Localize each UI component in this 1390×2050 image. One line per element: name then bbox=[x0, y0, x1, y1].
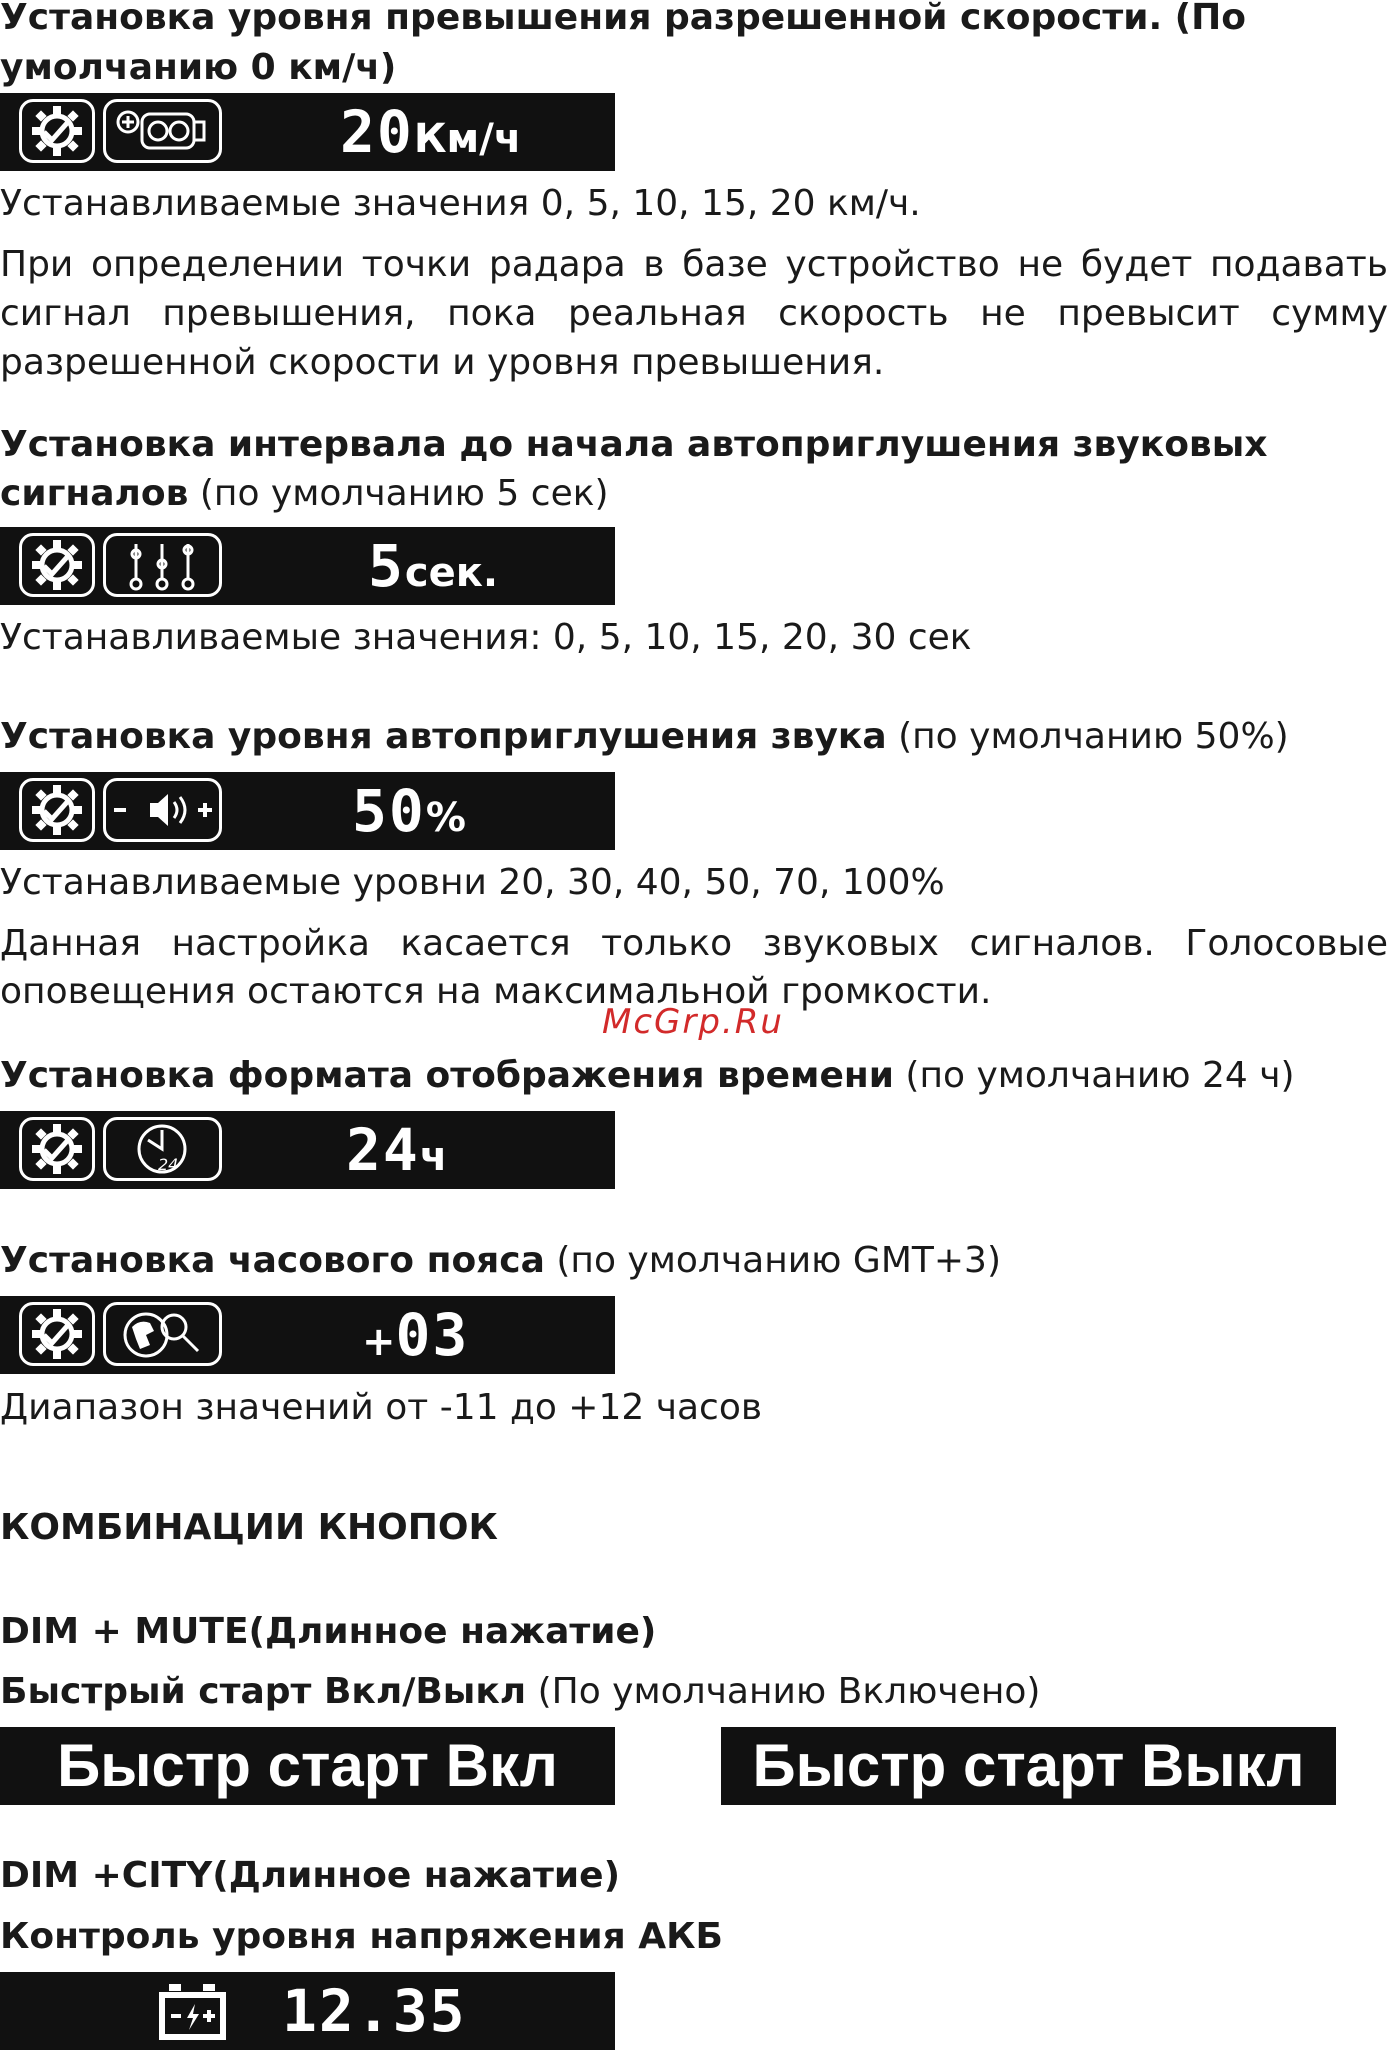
clock-24-icon bbox=[103, 1117, 222, 1181]
equalizer-sliders-icon bbox=[103, 533, 222, 597]
automute-level-desc-line1: Данная настройка касается только звуковых сигналов. Голосовые bbox=[0, 923, 1388, 964]
automute-level-value: 50% bbox=[352, 777, 466, 845]
time-format-value: 24ч bbox=[346, 1116, 448, 1184]
automute-interval-title-line1: Установка интервала до начала автоприглушения звуковых bbox=[0, 424, 1268, 465]
automute-level-desc-line2: оповещения остаются на максимальной громкости. bbox=[0, 971, 992, 1012]
automute-level-values-text: Устанавливаемые уровни 20, 30, 40, 50, 70, 100% bbox=[0, 862, 945, 903]
overspeed-title-line1: Установка уровня превышения разрешенной скорости. (По bbox=[0, 0, 1246, 38]
overspeed-values-text: Устанавливаемые значения 0, 5, 10, 15, 20 км/ч. bbox=[0, 183, 921, 224]
timezone-values-text: Диапазон значений от -11 до +12 часов bbox=[0, 1387, 763, 1428]
combos-heading: КОМБИНАЦИИ КНОПОК bbox=[0, 1507, 498, 1548]
settings-gear-icon bbox=[19, 1302, 95, 1366]
combo1-title: DIM + MUTE(Длинное нажатие) bbox=[0, 1611, 657, 1652]
automute-interval-title-line2: сигналов (по умолчанию 5 сек) bbox=[0, 473, 609, 514]
automute-interval-value: 5сек. bbox=[368, 532, 499, 600]
battery-voltage-lcd-display bbox=[0, 1972, 615, 2050]
overspeed-desc-line3: разрешенной скорости и уровня превышения. bbox=[0, 342, 885, 383]
settings-gear-icon bbox=[19, 533, 95, 597]
battery-icon bbox=[155, 1980, 230, 2044]
time-format-lcd-display bbox=[0, 1111, 615, 1189]
automute-interval-lcd-display bbox=[0, 527, 615, 605]
overspeed-lcd-display bbox=[0, 93, 615, 171]
automute-level-title: Установка уровня автоприглушения звука (по умолчанию 50%) bbox=[0, 716, 1289, 757]
combo1-subtitle: Быстрый старт Вкл/Выкл (По умолчанию Включено) bbox=[0, 1671, 1041, 1712]
volume-speaker-icon bbox=[103, 778, 222, 842]
settings-gear-icon bbox=[19, 1117, 95, 1181]
combo2-subtitle: Контроль уровня напряжения АКБ bbox=[0, 1916, 723, 1957]
overspeed-value: 20Км/ч bbox=[340, 98, 522, 166]
timezone-value: +03 bbox=[362, 1301, 470, 1369]
overspeed-desc-line2: сигнал превышения, пока реальная скорость не превысит сумму bbox=[0, 293, 1388, 334]
combo2-title: DIM +CITY(Длинное нажатие) bbox=[0, 1855, 621, 1896]
battery-voltage-value: 12.35 bbox=[282, 1977, 467, 2045]
svg-text:24: 24 bbox=[158, 1155, 179, 1174]
quick-start-on-display: Быстр старт Вкл bbox=[0, 1727, 615, 1805]
timezone-title: Установка часового пояса (по умолчанию GMT+3) bbox=[0, 1240, 1001, 1281]
overspeed-camera-icon bbox=[103, 99, 222, 163]
watermark-text: McGrp.Ru bbox=[602, 1002, 784, 1042]
globe-search-icon bbox=[103, 1302, 222, 1366]
settings-gear-icon bbox=[19, 99, 95, 163]
automute-level-lcd-display bbox=[0, 772, 615, 850]
automute-interval-values-text: Устанавливаемые значения: 0, 5, 10, 15, 20, 30 сек bbox=[0, 617, 972, 658]
quick-start-off-display: Быстр старт Выкл bbox=[721, 1727, 1336, 1805]
overspeed-title-line2: умолчанию 0 км/ч) bbox=[0, 47, 397, 88]
timezone-lcd-display bbox=[0, 1296, 615, 1374]
settings-gear-icon bbox=[19, 778, 95, 842]
overspeed-desc-line1: При определении точки радара в базе устройство не будет подавать bbox=[0, 244, 1388, 285]
time-format-title: Установка формата отображения времени (по умолчанию 24 ч) bbox=[0, 1055, 1295, 1096]
